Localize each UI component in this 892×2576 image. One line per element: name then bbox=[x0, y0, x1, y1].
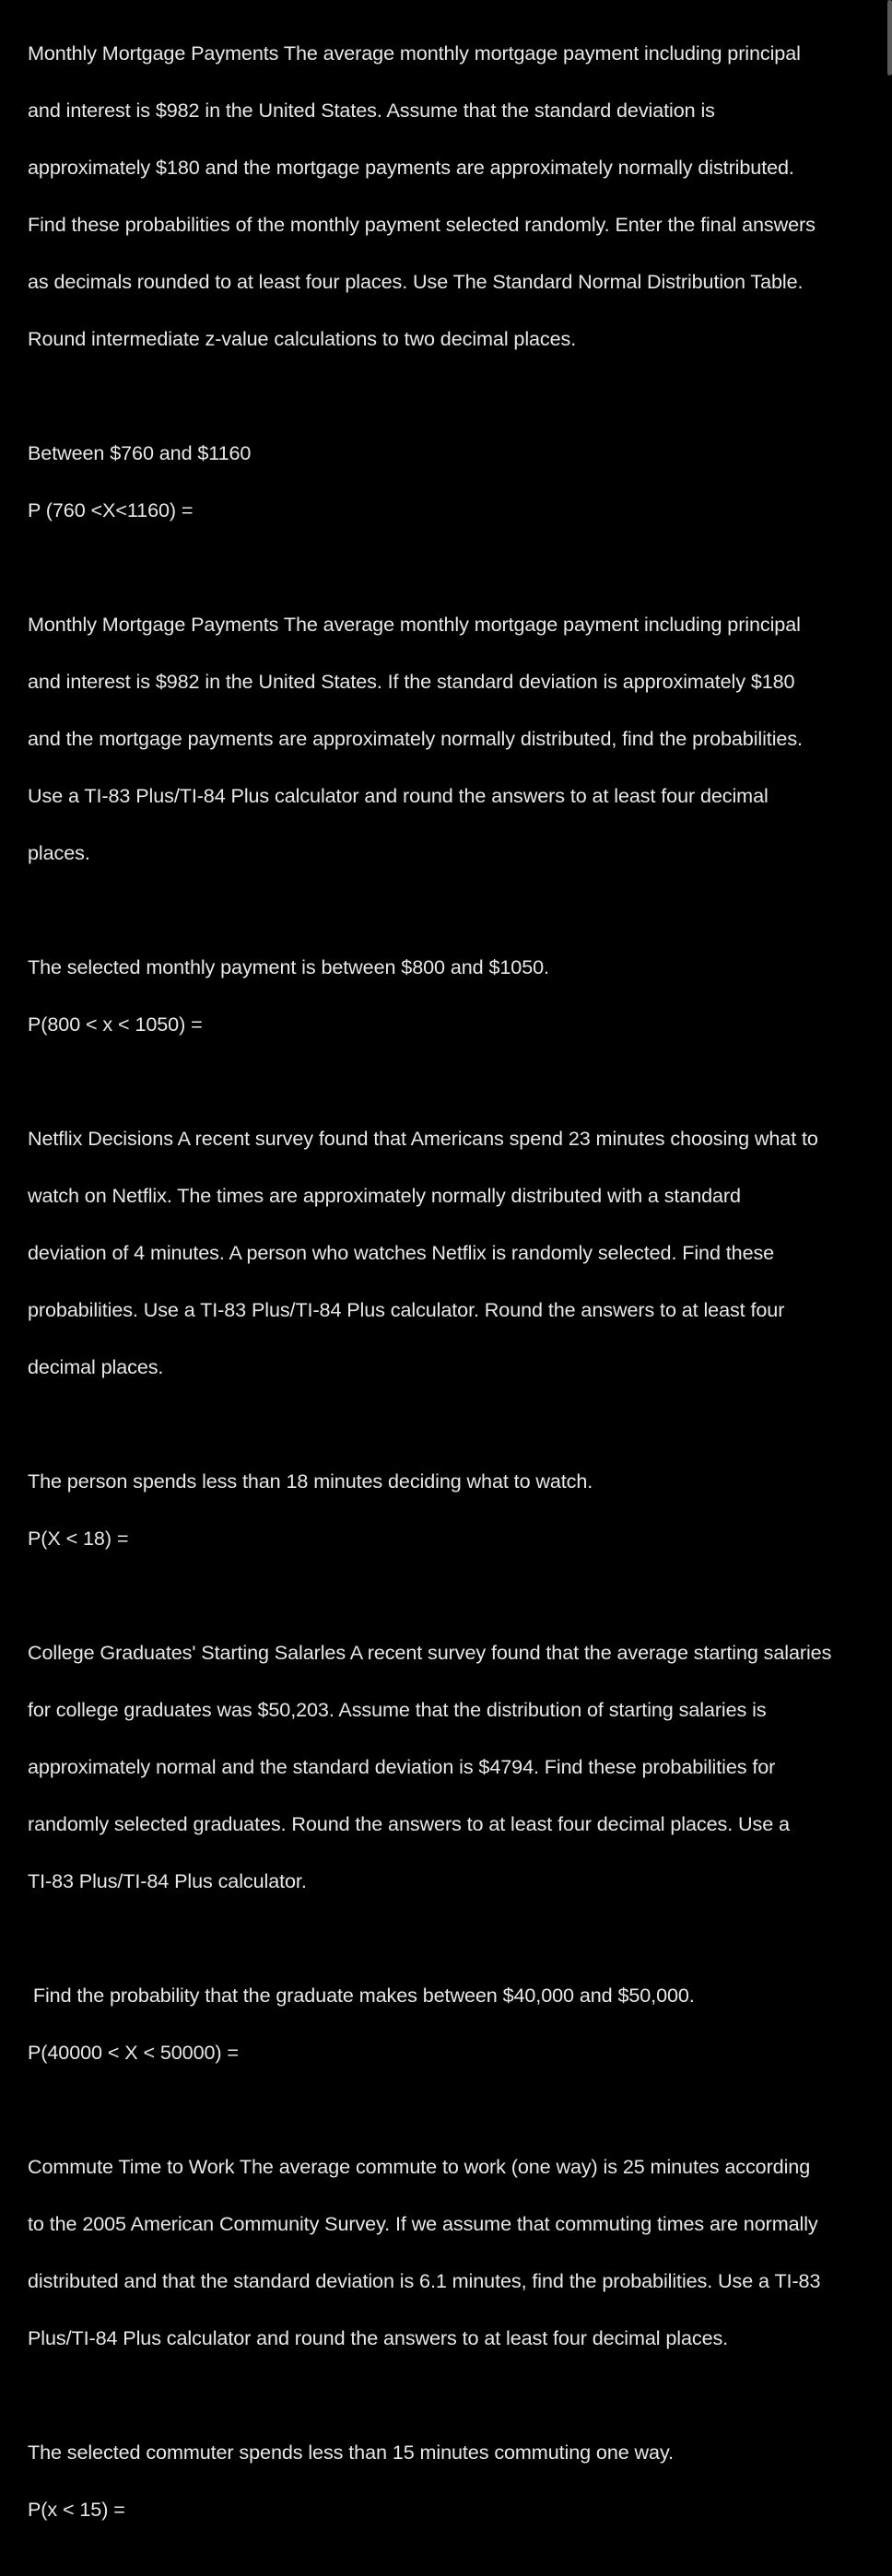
mortgage-table-question bbox=[28, 410, 890, 553]
netflix-question bbox=[28, 1438, 890, 1581]
text-line: The selected monthly payment is between $800 and $1050. bbox=[28, 955, 549, 978]
text-line: The person spends less than 18 minutes deciding what to watch. bbox=[28, 1469, 593, 1493]
text-line: and the mortgage payments are approximately normally distributed, find the probabilities. bbox=[28, 727, 803, 750]
scrollbar-thumb[interactable] bbox=[887, 0, 892, 76]
salaries-problem bbox=[28, 1610, 890, 1924]
probability-expression: P(40000 < X < 50000) = bbox=[28, 2041, 239, 2064]
probability-expression: P(x < 15) = bbox=[28, 2498, 125, 2521]
probability-expression: P(X < 18) = bbox=[28, 1527, 129, 1550]
mortgage-table-problem bbox=[28, 10, 890, 381]
text-line: Netflix Decisions A recent survey found that Americans spend 23 minutes choosing what to bbox=[28, 1127, 818, 1150]
text-line: Use a TI-83 Plus/TI-84 Plus calculator and round the answers to at least four decimal bbox=[28, 784, 769, 807]
text-line: College Graduates' Starting Salarles A recent survey found that the average starting salaries bbox=[28, 1641, 832, 1664]
text-line: Find the probability that the graduate makes between $40,000 and $50,000. bbox=[28, 1984, 695, 2007]
commute-problem bbox=[28, 2124, 890, 2381]
text-line: Round intermediate z-value calculations to two decimal places. bbox=[28, 327, 577, 350]
text-line: and interest is $982 in the United States. Assume that the standard deviation is bbox=[28, 99, 715, 122]
text-line: for college graduates was $50,203. Assume that the distribution of starting salaries is bbox=[28, 1698, 767, 1721]
netflix-problem bbox=[28, 1095, 890, 1410]
text-line: and interest is $982 in the United States. If the standard deviation is approximately $180 bbox=[28, 670, 795, 693]
mortgage-calculator-question bbox=[28, 924, 890, 1067]
text-line: Find these probabilities of the monthly payment selected randomly. Enter the final answers bbox=[28, 213, 816, 236]
text-line: deviation of 4 minutes. A person who watches Netflix is randomly selected. Find these bbox=[28, 1241, 775, 1264]
text-line: distributed and that the standard deviation is 6.1 minutes, find the probabilities. Use a TI-83 bbox=[28, 2269, 821, 2292]
text-line: decimal places. bbox=[28, 1355, 164, 1378]
text-line: Commute Time to Work The average commute to work (one way) is 25 minutes according bbox=[28, 2155, 811, 2178]
probability-expression: P (760 <X<1160) = bbox=[28, 498, 194, 521]
text-line: to the 2005 American Community Survey. If we assume that commuting times are normally bbox=[28, 2212, 818, 2235]
text-line: approximately normal and the standard deviation is $4794. Find these probabilities for bbox=[28, 1755, 776, 1778]
text-line: randomly selected graduates. Round the answers to at least four decimal places. Use a bbox=[28, 1812, 790, 1835]
text-line: watch on Netflix. The times are approximately normally distributed with a standard bbox=[28, 1184, 741, 1207]
text-line: Plus/TI-84 Plus calculator and round the answers to at least four decimal places. bbox=[28, 2326, 729, 2349]
text-line: as decimals rounded to at least four places. Use The Standard Normal Distribution Table. bbox=[28, 270, 804, 293]
text-line: places. bbox=[28, 841, 90, 864]
text-line: Monthly Mortgage Payments The average monthly mortgage payment including principal bbox=[28, 41, 801, 64]
text-line: approximately $180 and the mortgage payments are approximately normally distributed. bbox=[28, 156, 794, 179]
commute-question bbox=[28, 2409, 890, 2552]
text-line: probabilities. Use a TI-83 Plus/TI-84 Plus calculator. Round the answers to at least four bbox=[28, 1298, 785, 1321]
text-line: Monthly Mortgage Payments The average monthly mortgage payment including principal bbox=[28, 613, 801, 636]
mortgage-calculator-problem bbox=[28, 581, 890, 896]
text-line: The selected commuter spends less than 15 minutes commuting one way. bbox=[28, 2441, 674, 2464]
salaries-question bbox=[28, 1952, 890, 2095]
text-line: TI-83 Plus/TI-84 Plus calculator. bbox=[28, 1869, 307, 1892]
probability-expression: P(800 < x < 1050) = bbox=[28, 1013, 203, 1036]
document-body bbox=[28, 10, 890, 2576]
text-line: Between $760 and $1160 bbox=[28, 441, 252, 464]
